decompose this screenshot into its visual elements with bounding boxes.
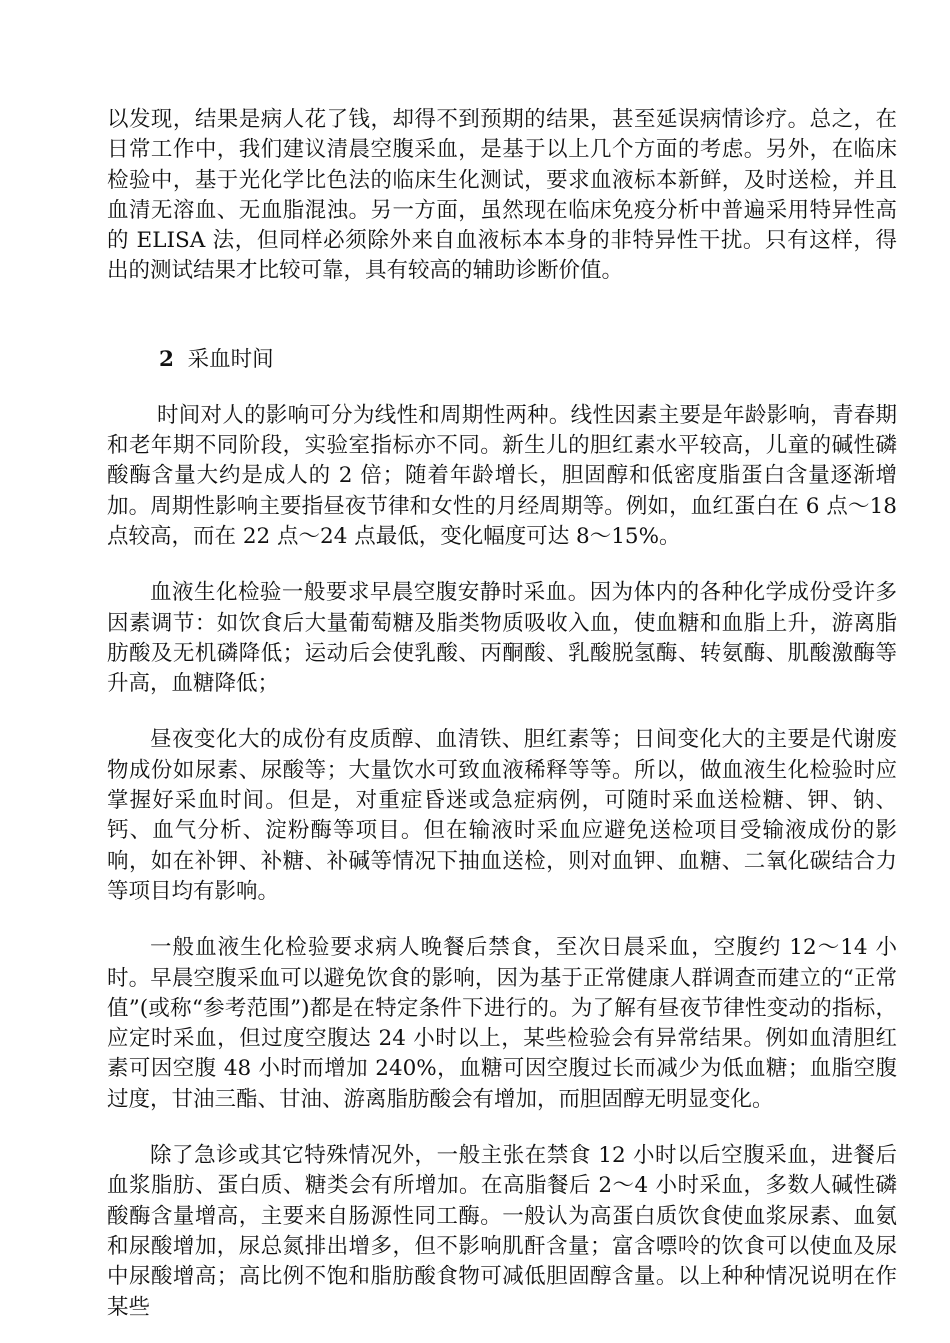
spacer — [107, 1115, 897, 1141]
paragraph: 血液生化检验一般要求早晨空腹安静时采血。因为体内的各种化学成份受许多因素调节：如饮食后大量葡萄糖及脂类物质吸收入血，使血糖和血脂上升，游离脂肪酸及无机磷降低；运动后会使乳酸、丙酮酸、乳酸脱氢酶、转氨酶、肌酸激酶等升高，血糖降低； — [107, 580, 897, 697]
intro-paragraph: 以发现，结果是病人花了钱，却得不到预期的结果，甚至延误病情诊疗。总之，在日常工作中，我们建议清晨空腹采血，是基于以上几个方面的考虑。另外，在临床检验中，基于光化学比色法的临床生化测试，要求血液标本新鲜，及时送检，并且血清无溶血、无血脂混浊。另一方面，虽然现在临床免疫分析中普遍采用特异性高的 ELISA 法，但同样必须除外来自血液标本本身的非特异性干扰。只有这样，得出的测试结果才比较可靠，具有较高的辅助诊断价值。 — [107, 107, 897, 284]
spacer — [107, 375, 897, 401]
section-title: 采血时间 — [187, 346, 274, 372]
spacer — [107, 287, 897, 345]
section-number: 2 — [159, 346, 174, 372]
paragraph: 一般血液生化检验要求病人晚餐后禁食，至次日晨采血，空腹约 12～14 小时。早晨空腹采血可以避免饮食的影响，因为基于正常健康人群调查而建立的“正常值”(或称“参考范围”)都是在特定条件下进行的。为了解有昼夜节律性变动的指标，应定时采血，但过度空腹达 24 小时以上，某些检验会有异常结果。例如血清胆红素可因空腹 48 小时而增加 240%，血糖可因空腹过长而减少为低血糖；血脂空腹过度，甘油三酯、甘油、游离脂肪酸会有增加，而胆固醇无明显变化。 — [107, 935, 897, 1112]
paragraph: 昼夜变化大的成份有皮质醇、血清铁、胆红素等；日间变化大的主要是代谢废物成份如尿素、尿酸等；大量饮水可致血液稀释等等。所以，做血液生化检验时应掌握好采血时间。但是，对重症昏迷或急症病例，可随时采血送检糖、钾、钠、钙、血气分析、淀粉酶等项目。但在输液时采血应避免送检项目受输液成份的影响，如在补钾、补糖、补碱等情况下抽血送检，则对血钾、血糖、二氧化碳结合力等项目均有影响。 — [107, 727, 897, 904]
paragraph: 除了急诊或其它特殊情况外，一般主张在禁食 12 小时以后空腹采血，进餐后血浆脂肪、蛋白质、糖类会有所增加。在高脂餐后 2～4 小时采血，多数人碱性磷酸酶含量增高，主要来自肠源性同工酶。一般认为高蛋白质饮食使血浆尿素、血氨和尿酸增加，尿总氮排出增多，但不影响肌酐含量；富含嘌呤的饮食可以使血及尿中尿酸增高；高比例不饱和脂肪酸食物可减低胆固醇含量。以上种种情况说明在作某些 — [107, 1143, 897, 1320]
spacer — [107, 907, 897, 933]
spacer — [107, 699, 897, 725]
section-heading — [107, 345, 897, 375]
paragraph: 时间对人的影响可分为线性和周期性两种。线性因素主要是年龄影响，青春期和老年期不同阶段，实验室指标亦不同。新生儿的胆红素水平较高，儿童的碱性磷酸酶含量大约是成人的 2 倍；随着年龄增长，胆固醇和低密度脂蛋白含量逐渐增加。周期性影响主要指昼夜节律和女性的月经周期等。例如，血红蛋白在 6 点～18 点较高，而在 22 点～24 点最低，变化幅度可达 8～15%。 — [107, 402, 897, 549]
spacer — [107, 552, 897, 578]
document-body — [107, 105, 897, 1323]
